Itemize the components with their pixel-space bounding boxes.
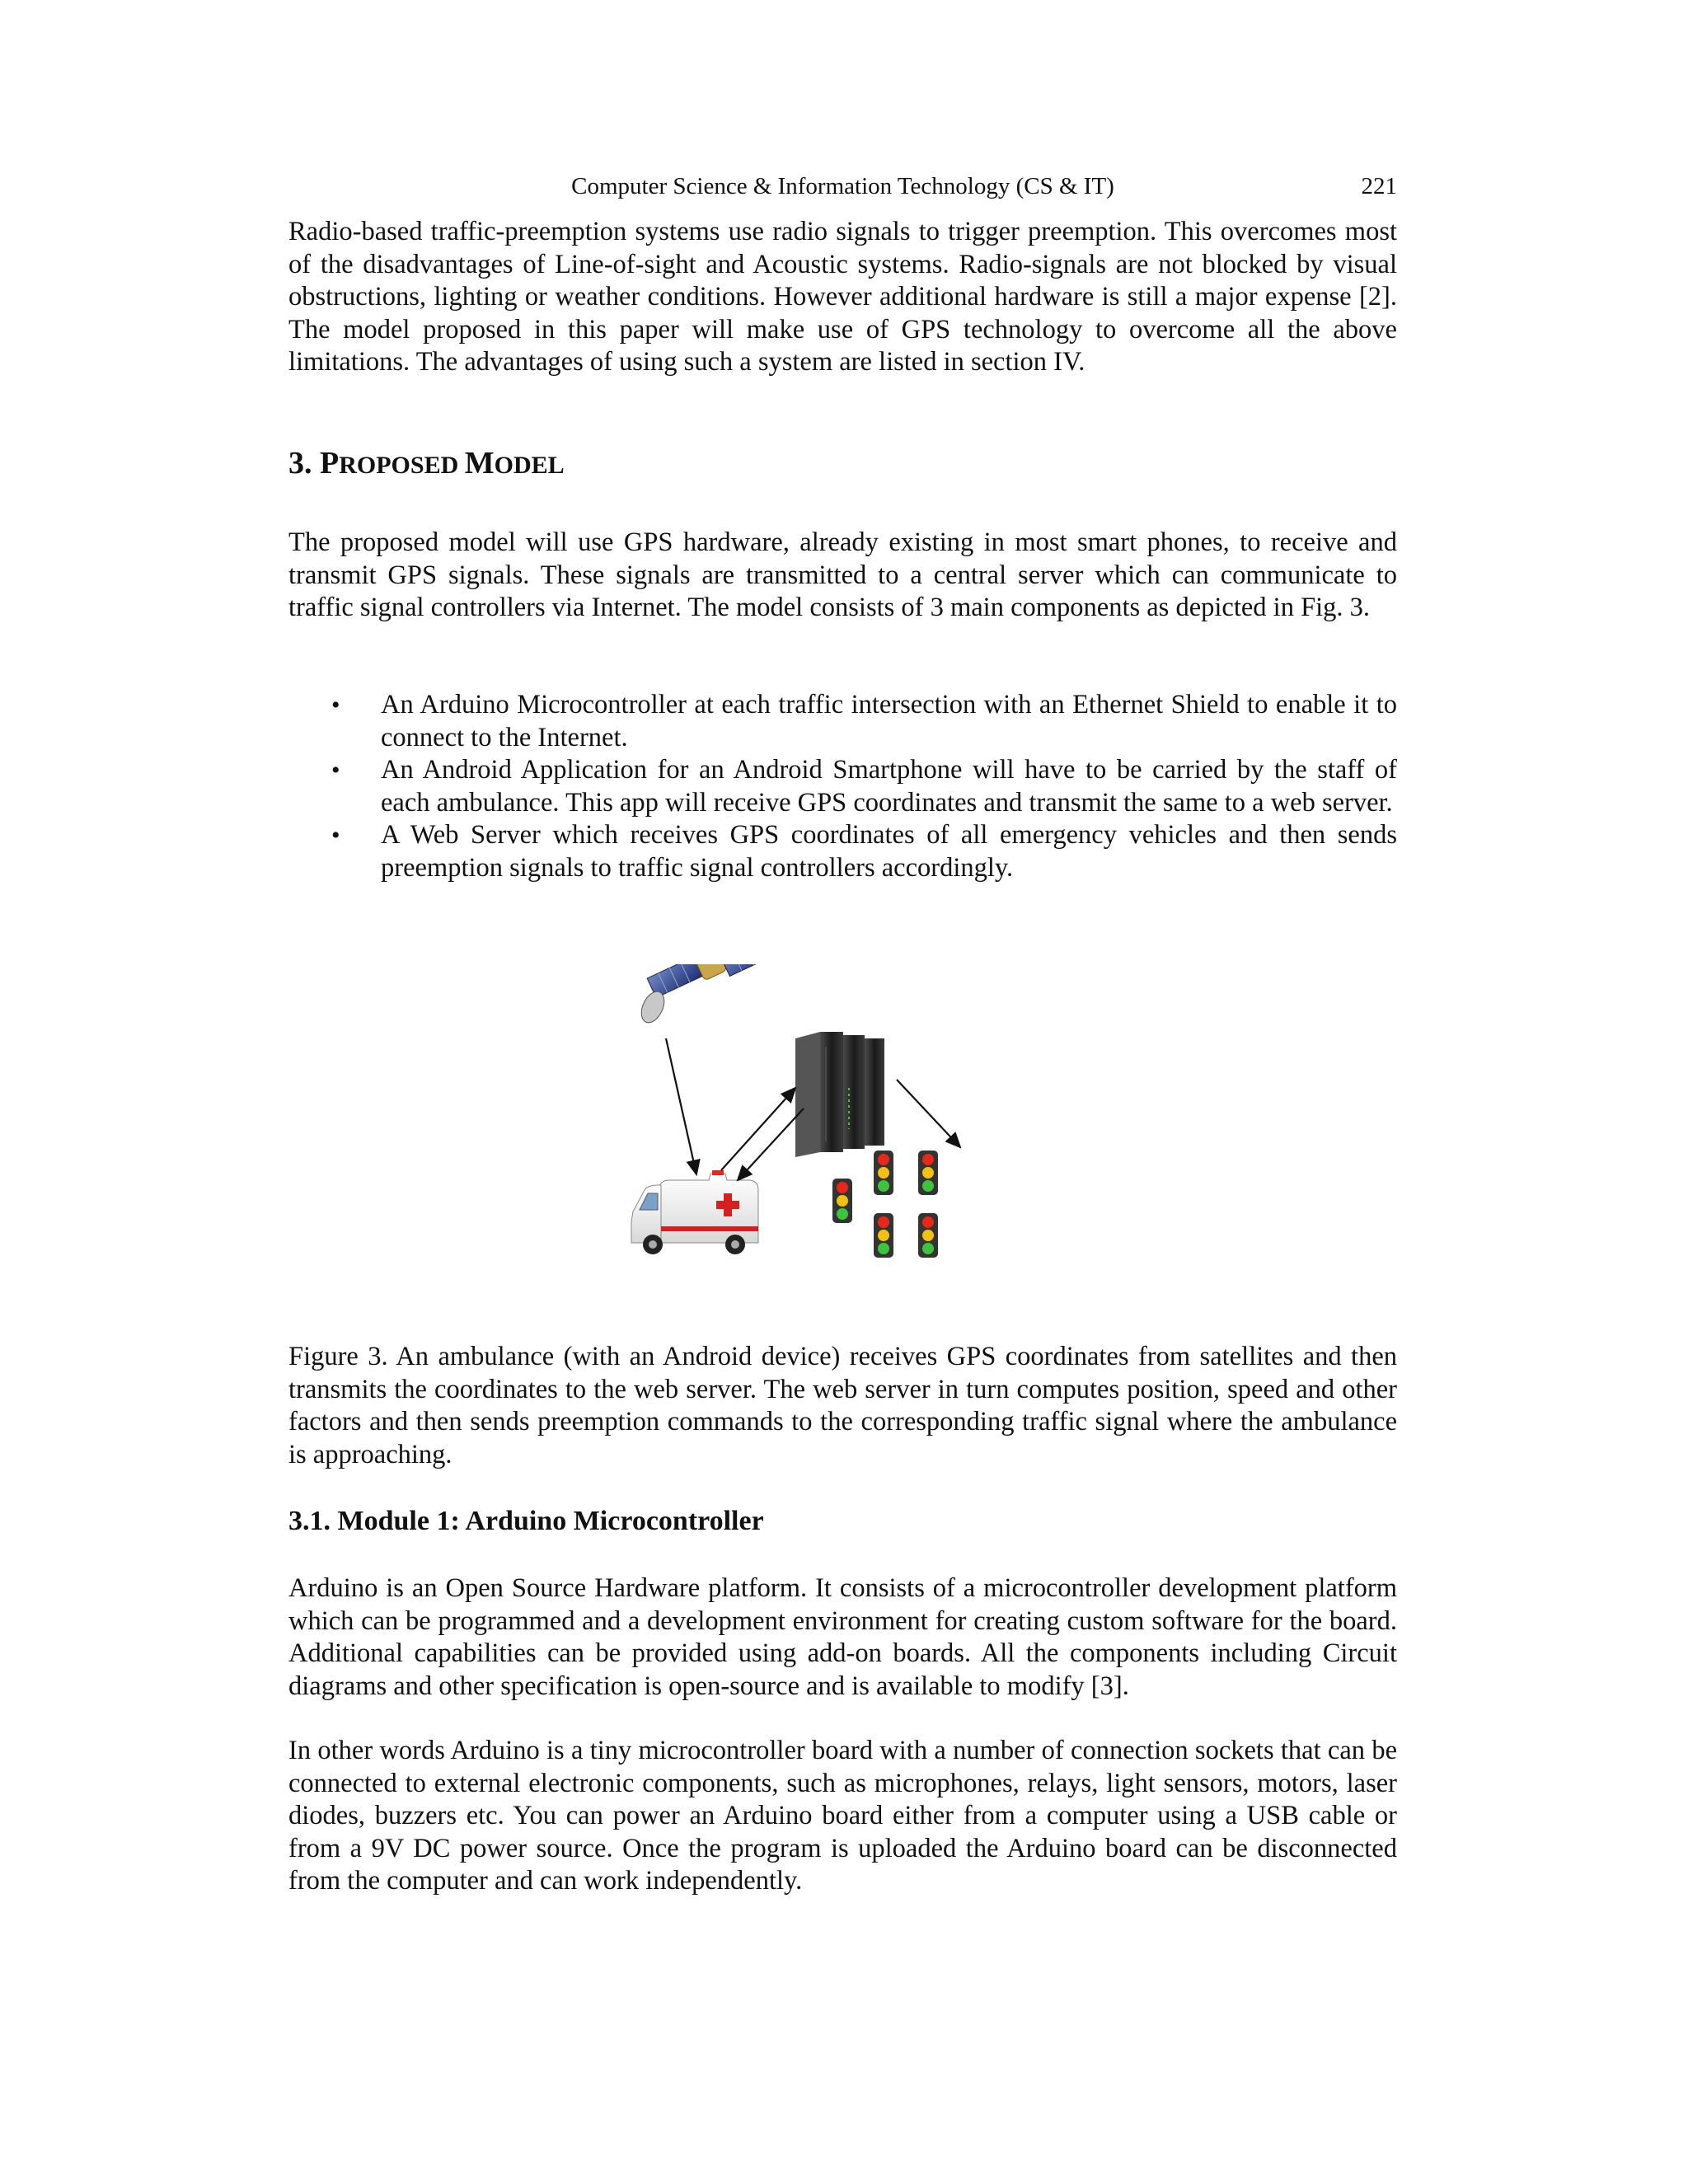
traffic-light-group [832,1151,938,1258]
satellite-icon [637,964,776,1026]
figure-3-svg [610,964,1047,1294]
intro-paragraph: Radio-based traffic-preemption systems use radio signals to trigger preemption. This overcomes most of the disadvantages of Line-of-sight and Acoustic systems. Radio-signals are not blocked by visual obstructions, lighting or weather conditions. However additional hardware is still a major expense [2]. The model proposed in this paper will make use of GPS technology to overcome all the above limitations. The advantages of using such a system are listed in section IV. [288,217,1397,377]
ambulance-icon [631,1170,758,1254]
bullet-icon: • [331,822,340,850]
server-icon [795,1032,884,1157]
figure-3-caption-block [288,1341,1397,1471]
figure-3-caption: Figure 3. An ambulance (with an Android device) receives GPS coordinates from satellites and then transmits the coordinates to the web server. The web server in turn computes position, speed and other factors and then sends preemption commands to the corresponding traffic signal where the ambulance is approaching. [288,1342,1397,1469]
arrow-server-to-ambulance [738,1108,804,1180]
arduino-paragraph-2-block [288,1735,1397,1898]
arrow-server-to-traffic-lights [897,1080,960,1147]
proposed-model-paragraph-block [288,527,1397,625]
arduino-paragraph-1: Arduino is an Open Source Hardware platform. It consists of a microcontroller development platform which can be programmed and a development environment for creating custom software for the board. Additional capabilities can be provided using add-on boards. All the components including Circuit diagrams and other specification is open-source and is available to modify [3]. [288,1573,1397,1701]
arrow-satellite-to-ambulance [666,1038,696,1174]
journal-title: Computer Science & Information Technology (CS & IT) [571,173,1114,199]
components-list-block [288,689,1397,885]
intro-paragraph-block [288,216,1397,379]
figure-3-diagram [610,964,1047,1294]
list-item: • An Android Application for an Android Smartphone will have to be carried by the staff of each ambulance. This app will receive GPS coordinates and transmit the same to a web server. [331,755,1397,818]
subsection-3-1-heading: 3.1. Module 1: Arduino Microcontroller [288,1506,764,1536]
page-number: 221 [1361,173,1397,199]
section-3-heading-block [288,445,1397,484]
traffic-light-icon [832,1179,852,1223]
running-header [288,170,1397,203]
bullet-icon: • [331,691,340,719]
list-item: • An Arduino Microcontroller at each traffic intersection with an Ethernet Shield to enable it to connect to the Internet. [331,690,1397,752]
list-item: • A Web Server which receives GPS coordinates of all emergency vehicles and then sends preemption signals to traffic signal controllers accordingly. [331,820,1397,883]
arduino-paragraph-2: In other words Arduino is a tiny microcontroller board with a number of connection sockets that can be connected to external electronic components, such as microphones, relays, light sensors, motors, laser diodes, buzzers etc. You can power an Arduino board either from a computer using a USB cable or from a 9V DC power source. Once the program is uploaded the Arduino board can be disconnected from the computer and can work independently. [288,1736,1397,1896]
traffic-light-icon [918,1213,938,1258]
traffic-light-icon [874,1213,893,1258]
section-3-heading: 3. PROPOSED MODEL [288,446,565,480]
components-list [288,689,1397,885]
bullet-icon: • [331,757,340,785]
paper-page [288,0,1397,2184]
subsection-3-1-heading-block [288,1503,1397,1540]
traffic-light-icon [918,1151,938,1195]
proposed-model-paragraph: The proposed model will use GPS hardware, already existing in most smart phones, to receive and transmit GPS signals. These signals are transmitted to a central server which can communicate to traffic signal controllers via Internet. The model consists of 3 main components as depicted in Fig. 3. [288,527,1397,623]
traffic-light-icon [874,1151,893,1195]
arduino-paragraph-1-block [288,1572,1397,1703]
